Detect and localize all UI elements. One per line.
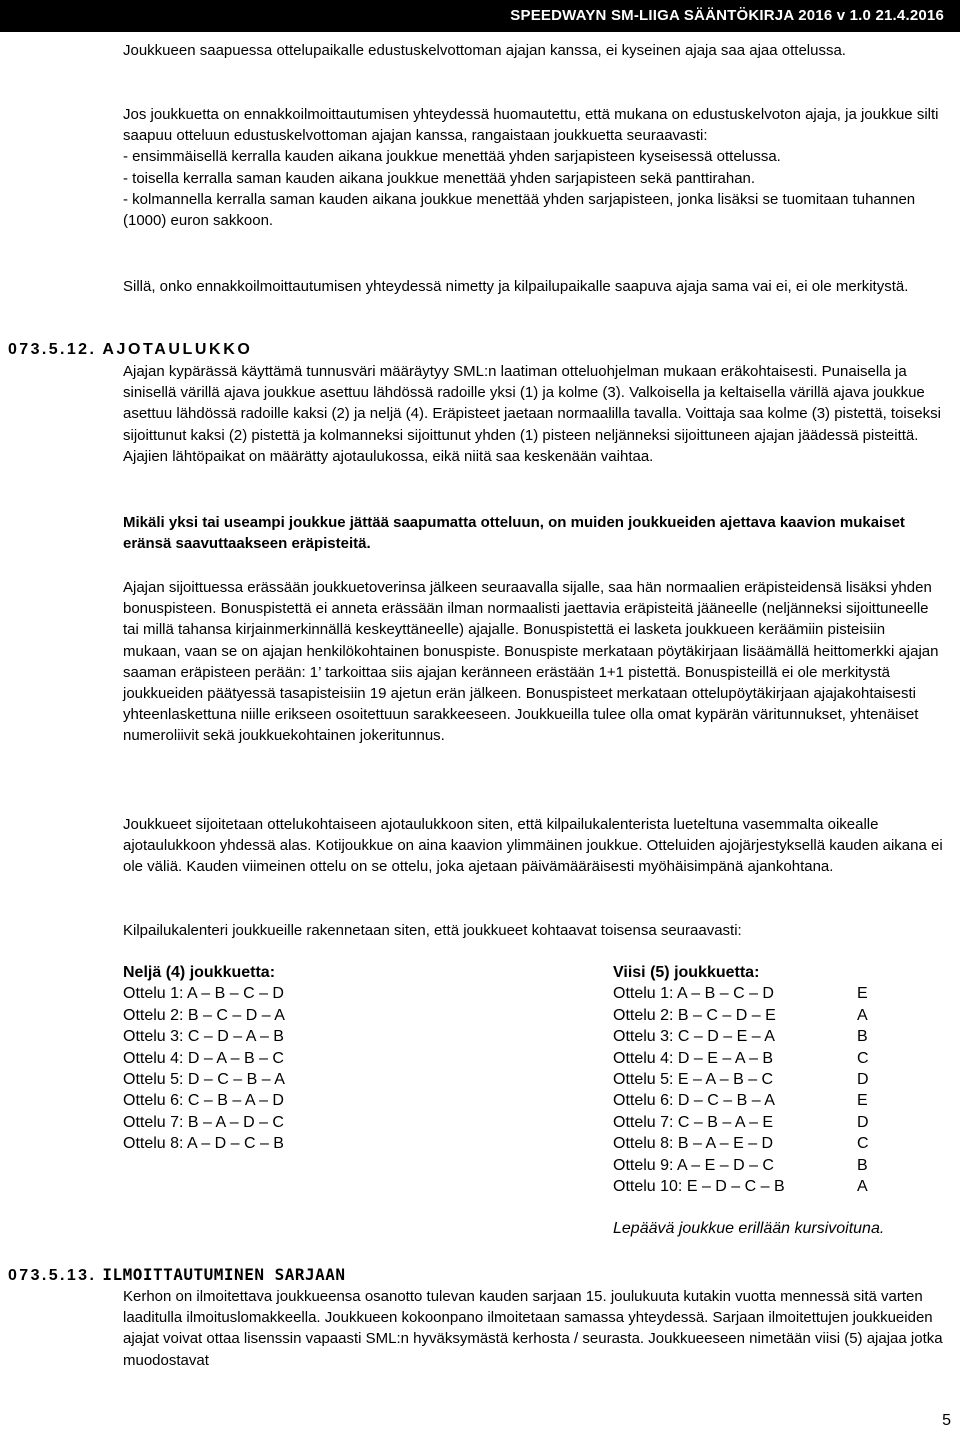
schedule-five-row bbox=[613, 1005, 943, 1026]
schedule-five-match: Ottelu 7: C – B – A – E bbox=[613, 1113, 774, 1131]
schedule-five-resting-team: E bbox=[857, 1092, 868, 1110]
intro-p3-text: Sillä, onko ennakkoilmoittautumisen yhteydessä nimetty ja kilpailupaikalle saapuva ajaja sama vai ei, ei ole merkitystä. bbox=[123, 278, 909, 295]
schedule-four-row: Ottelu 4: D – A – B – C bbox=[123, 1049, 284, 1067]
section-13-title: ILMOITTAUTUMINEN SARJAAN bbox=[102, 1265, 346, 1284]
section-12-paragraph-3 bbox=[123, 577, 943, 747]
section-12-title: AJOTAULUKKO bbox=[102, 341, 253, 358]
schedule-five-row bbox=[613, 1048, 943, 1069]
schedule-five-match: Ottelu 2: B – C – D – E bbox=[613, 1006, 776, 1024]
schedule-four-row: Ottelu 2: B – C – D – A bbox=[123, 1006, 285, 1024]
schedule-five-row bbox=[613, 1155, 943, 1176]
schedule-five-match: Ottelu 5: E – A – B – C bbox=[613, 1070, 774, 1088]
schedule-five-row bbox=[613, 1069, 943, 1090]
section-13-p1-text: Kerhon on ilmoitettava joukkueensa osanotto tulevan kauden sarjaan 15. joulukuuta kutakin vuotta mennessä sitä varten laaditulla ilmoituslomakkeella. Joukkueen kokoonpano ilmoitetaan samassa yhteydessä. Sarjaan ilmoitettujen joukkueiden ajajat voivat ottaa lisenssin vapaasti SML:n hyväksymästä kerhosta / seurasta. Joukkueeseen nimetään viisi (5) ajajaa jotka muodostavat bbox=[123, 1288, 943, 1369]
schedule-five-resting-team: E bbox=[857, 985, 868, 1003]
section-12-p2-text: Mikäli yksi tai useampi joukkue jättää saapumatta otteluun, on muiden joukkueiden ajettava kaavion mukaiset eränsä saavuttaakseen eräpisteitä. bbox=[123, 514, 905, 553]
schedule-five-resting-team: B bbox=[857, 1156, 868, 1174]
intro-p2-line-3: - kolmannella kerralla saman kauden aikana joukkue menettää yhden sarjapisteen, jonka lisäksi se tuomitaan tuhannen (1000) euron sakkoon. bbox=[123, 190, 916, 230]
page-number: 5 bbox=[942, 1412, 951, 1429]
schedule-five-resting-team: C bbox=[857, 1049, 869, 1067]
intro-p1-text: Joukkueen saapuessa ottelupaikalle edustuskelvottoman ajajan kanssa, ei kyseinen ajaja saa ajaa ottelussa. bbox=[123, 42, 846, 59]
schedule-four-row: Ottelu 5: D – C – B – A bbox=[123, 1070, 285, 1088]
schedule-five-resting-team: A bbox=[857, 1006, 868, 1024]
schedule-four-row: Ottelu 1: A – B – C – D bbox=[123, 985, 284, 1003]
schedule-five-match: Ottelu 8: B – A – E – D bbox=[613, 1135, 774, 1153]
schedule-four-row: Ottelu 6: C – B – A – D bbox=[123, 1092, 284, 1110]
schedule-five-resting-team: C bbox=[857, 1135, 869, 1153]
intro-paragraph-2 bbox=[123, 104, 943, 231]
schedule-five-resting-team: D bbox=[857, 1070, 869, 1088]
schedule-four-row: Ottelu 3: C – D – A – B bbox=[123, 1028, 284, 1046]
section-13-number: 073.5.13. bbox=[8, 1267, 97, 1284]
header-title: SPEEDWAYN SM-LIIGA SÄÄNTÖKIRJA 2016 v 1.0 21.4.2016 bbox=[510, 7, 944, 24]
schedule-five-row bbox=[613, 1176, 943, 1197]
schedule-four-row: Ottelu 8: A – D – C – B bbox=[123, 1135, 284, 1153]
section-12-p1-text: Ajajan kypärässä käyttämä tunnusväri määräytyy SML:n laatiman otteluohjelman mukaan eräkohtaisesti. Punaisella ja sinisellä värillä ajava joukkue asettuu lähdössä radoille yksi (1) ja kolme (3). Valkoisella ja keltaisella värillä ajava joukkue asettuu lähdössä radoille kaksi (2) ja neljä (4). Eräpisteet jaetaan normaalilla tavalla. Voittaja saa kolme (3) pistettä, toiseksi sijoittunut kaksi (2) pistettä ja kolmanneksi sijoittunut yhden (1) pisteen neljänneksi sijoittuneen ajajan jäädessä pisteittä. Ajajien lähtöpaikat on määrätty ajotaulukossa, eikä niitä saa keskenään vaihtaa. bbox=[123, 363, 941, 465]
section-12-paragraph-2 bbox=[123, 512, 943, 554]
schedule-five-match: Ottelu 6: D – C – B – A bbox=[613, 1092, 775, 1110]
schedule-five-row bbox=[613, 1112, 943, 1133]
section-12-number: 073.5.12. bbox=[8, 341, 97, 358]
section-13-heading bbox=[8, 1265, 346, 1285]
intro-paragraph-3 bbox=[123, 276, 943, 297]
section-13-paragraph-1 bbox=[123, 1286, 943, 1371]
schedule-five-title: Viisi (5) joukkuetta: bbox=[613, 964, 760, 981]
intro-p2-line-0: Jos joukkuetta on ennakkoilmoittautumisen yhteydessä huomautettu, että mukana on edustuskelvoton ajaja, ja joukkue silti saapuu otteluun edustuskelvottoman ajajan kanssa, rangaistaan joukkuetta seuraavasti: bbox=[123, 106, 939, 145]
section-12-p3-text: Ajajan sijoittuessa erässään joukkuetoverinsa jälkeen seuraavalla sijalle, saa hän normaalien eräpisteidensä lisäksi yhden bonuspisteen. Bonuspistettä ei anneta erässään ilman normaalisti jaettavia eräpisteitä jääneelle (neljänneksi sijoittuneelle tai millä tahansa kirjainmerkinnällä keskeyttäneelle) ajajalle. Bonuspistettä ei lasketa joukkueen keräämiin pisteisiin mukaan, vaan se on ajajan henkilökohtainen bonuspiste. Bonuspiste merkataan pöytäkirjaan lisäämällä heittomerkki ajajan saaman eräpisteen perään: 1’ tarkoittaa siis ajajan keränneen erästään 1+1 pistettä. Bonuspisteillä ei ole merkitystä joukkueiden päätyessä tasapisteisiin 19 ajetun erän jälkeen. Bonuspisteet merkataan ottelupöytäkirjaan ajajakohtaisesti yhteenlaskettuna niille erikseen osoitettuun sarakkeeseen. Joukkueilla tulee olla omat kypärän väritunnukset, yhtenäiset numeroliivit sekä joukkuekohtainen jokeritunnus. bbox=[123, 579, 939, 745]
section-12-paragraph-4 bbox=[123, 814, 943, 878]
schedule-five-match: Ottelu 1: A – B – C – D bbox=[613, 985, 774, 1003]
section-12-p5-text: Kilpailukalenteri joukkueille rakennetaan siten, että joukkueet kohtaavat toisensa seuraavasti: bbox=[123, 922, 742, 939]
schedule-five-resting-team: A bbox=[857, 1177, 868, 1195]
intro-paragraph-1 bbox=[123, 40, 943, 61]
schedule-five-row bbox=[613, 1133, 943, 1154]
schedule-five-match: Ottelu 9: A – E – D – C bbox=[613, 1156, 774, 1174]
intro-p2-line-1: - ensimmäisellä kerralla kauden aikana joukkue menettää yhden sarjapisteen kyseisessä ottelussa. bbox=[123, 148, 781, 166]
schedule-five-row bbox=[613, 1026, 943, 1047]
section-12-paragraph-5 bbox=[123, 920, 943, 941]
schedule-five-resting-team: D bbox=[857, 1113, 869, 1131]
schedule-five-row bbox=[613, 1090, 943, 1111]
schedule-four-row: Ottelu 7: B – A – D – C bbox=[123, 1113, 284, 1131]
schedule-five-match: Ottelu 4: D – E – A – B bbox=[613, 1049, 774, 1067]
schedule-five-row bbox=[613, 983, 943, 1004]
schedule-five-teams bbox=[613, 962, 943, 1197]
page-header bbox=[0, 0, 960, 32]
section-12-paragraph-1 bbox=[123, 361, 943, 467]
intro-p2-line-2: - toisella kerralla saman kauden aikana joukkue menettää yhden sarjapisteen sekä panttirahan. bbox=[123, 169, 756, 187]
schedule-five-resting-team: B bbox=[857, 1028, 868, 1046]
schedule-five-match: Ottelu 3: C – D – E – A bbox=[613, 1028, 775, 1046]
schedule-four-teams bbox=[123, 962, 423, 1155]
section-12-p4-text: Joukkueet sijoitetaan ottelukohtaiseen ajotaulukkoon siten, että kilpailukalenterista lueteltuna vasemmalta oikealle ajotaulukkoon yhdessä alas. Kotijoukkue on aina kaavion ylimmäinen joukkue. Otteluiden ajojärjestyksellä kauden aikana ei ole väliä. Kauden viimeinen ottelu on se ottelu, joka ajetaan päivämääräisesti myöhäisimpänä ajankohtana. bbox=[123, 816, 943, 876]
schedule-four-title: Neljä (4) joukkuetta: bbox=[123, 964, 276, 981]
section-12-heading bbox=[8, 341, 252, 359]
schedule-five-match: Ottelu 10: E – D – C – B bbox=[613, 1177, 785, 1195]
resting-team-note: Lepäävä joukkue erillään kursivoituna. bbox=[613, 1220, 885, 1237]
